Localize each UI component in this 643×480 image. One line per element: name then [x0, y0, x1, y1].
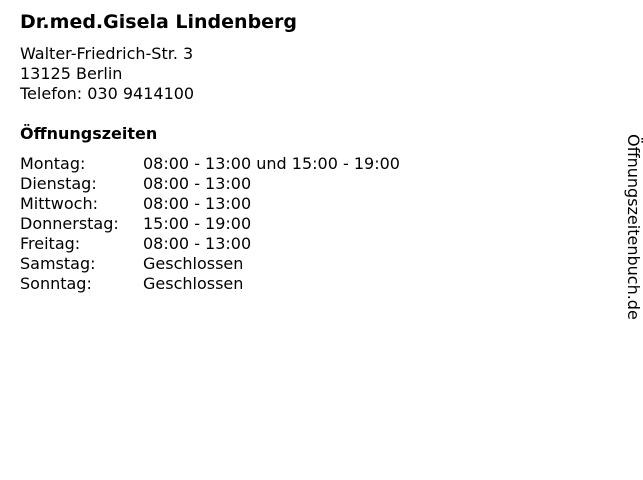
time-value: 08:00 - 13:00 und 15:00 - 19:00 [143, 154, 400, 173]
day-label: Mittwoch: [20, 194, 98, 213]
day-label: Dienstag: [20, 174, 97, 193]
time-value: Geschlossen [143, 254, 244, 273]
day-label: Samstag: [20, 254, 96, 273]
postal-city: 13125 Berlin [20, 64, 123, 83]
day-label: Donnerstag: [20, 214, 119, 233]
hours-row-saturday [20, 254, 400, 274]
hours-row-friday [20, 234, 400, 254]
day-label: Freitag: [20, 234, 81, 253]
hours-row-tuesday [20, 174, 400, 194]
address-block [20, 44, 194, 104]
time-value: 15:00 - 19:00 [143, 214, 252, 233]
hours-row-thursday [20, 214, 400, 234]
hours-row-wednesday [20, 194, 400, 214]
site-watermark: Öffnungszeitenbuch.de [624, 134, 643, 320]
time-value: Geschlossen [143, 274, 244, 293]
street-address: Walter-Friedrich-Str. 3 [20, 44, 194, 63]
time-value: 08:00 - 13:00 [143, 174, 252, 193]
day-label: Montag: [20, 154, 86, 173]
time-value: 08:00 - 13:00 [143, 194, 252, 213]
phone-number: Telefon: 030 9414100 [20, 84, 195, 103]
time-value: 08:00 - 13:00 [143, 234, 252, 253]
opening-hours-table [20, 154, 400, 294]
opening-hours-heading: Öffnungszeiten [20, 124, 158, 143]
practice-name: Dr.med.Gisela Lindenberg [20, 11, 298, 33]
day-label: Sonntag: [20, 274, 92, 293]
hours-row-sunday [20, 274, 400, 294]
hours-row-monday [20, 154, 400, 174]
